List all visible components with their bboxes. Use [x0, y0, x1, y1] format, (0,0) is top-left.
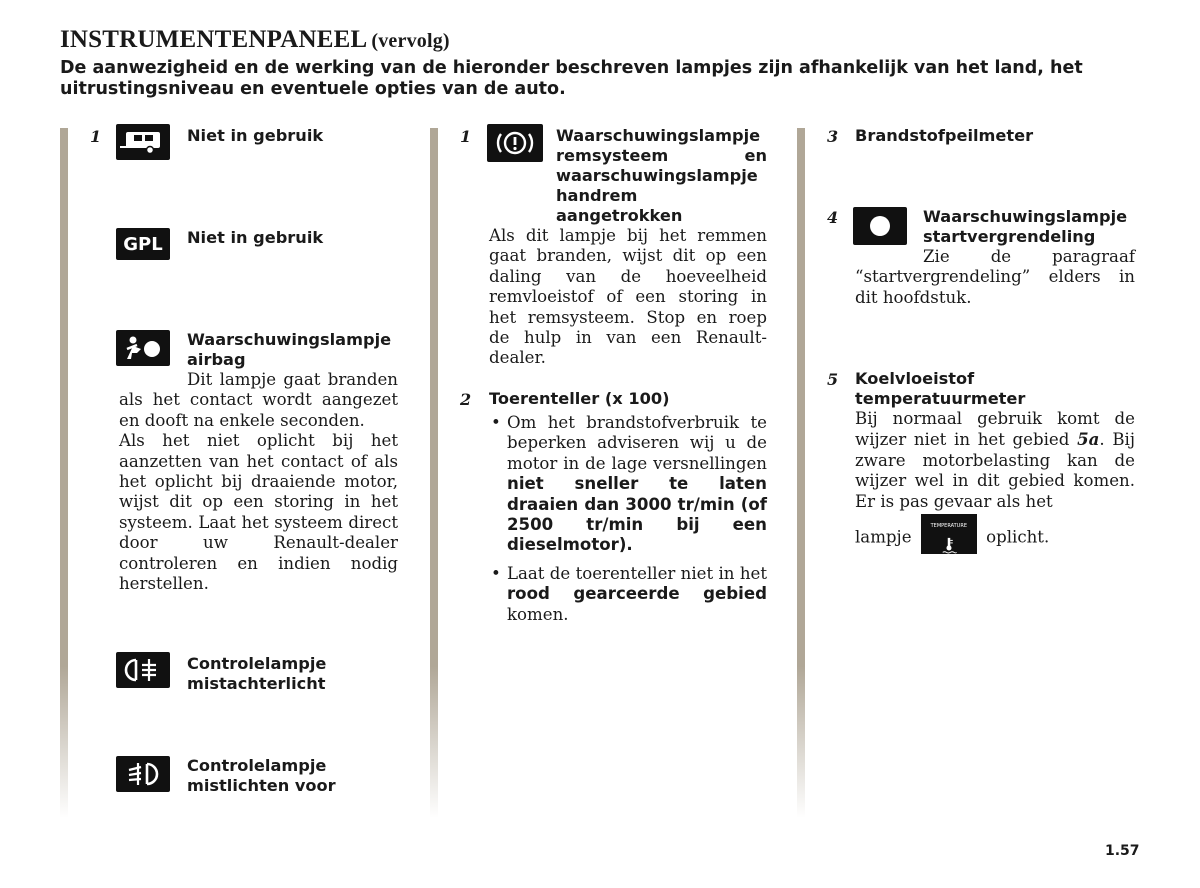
rear-fog-label: Controlelampje mistachterlicht: [187, 654, 327, 693]
rear-fog-light-icon: [116, 652, 170, 688]
immobiliser-heading: Waarschuwingslampje startvergrendeling: [923, 207, 1128, 246]
intro-paragraph: De aanwezigheid en de werking van de hieronder beschreven lampjes zijn afhankelijk van het land, het uitrustingsniveau en eventuele opties van de auto.: [60, 58, 1083, 99]
coolant-heading: Koelvloeistof temperatuurmeter: [855, 369, 1026, 408]
item-number: 1: [460, 127, 472, 146]
coolant-lamp-line: lampje TEMPERATURE oplicht.: [855, 518, 1135, 558]
page-title: INSTRUMENTENPANEEL (vervolg): [60, 26, 450, 53]
item-number: 5: [827, 370, 839, 389]
front-fog-label: Controlelampje mistlichten voor: [187, 756, 336, 795]
brake-heading: Waarschuwingslampje remsysteem en waarschuwingslampje handrem aangetrokken: [556, 126, 767, 225]
item-number: 4: [827, 208, 839, 227]
gpl-icon: GPL: [116, 228, 170, 260]
airbag-icon: [116, 330, 170, 366]
rev-counter-heading: Toerenteller (x 100): [489, 389, 670, 408]
front-fog-light-icon: [116, 756, 170, 792]
coolant-temperature-icon: TEMPERATURE: [921, 514, 977, 554]
airbag-heading: Waarschuwingslampje airbag: [187, 330, 392, 369]
gpl-label: Niet in gebruik: [187, 228, 324, 247]
column-bar-middle: [430, 128, 438, 818]
column-bar-right: [797, 128, 805, 818]
caravan-icon: [116, 124, 170, 160]
immobiliser-body: Zie de paragraaf “startvergrendeling” elders in dit hoofdstuk.: [855, 247, 1135, 307]
item-number: 1: [90, 127, 102, 146]
page-number: 1.57: [1105, 843, 1140, 859]
airbag-body: [119, 370, 398, 594]
brake-body: Als dit lampje bij het remmen gaat branden, wijst dit op een daling van de hoeveelheid remvloeistof of een storing in het remsysteem. Stop en roep de hulp in van een Renault-dealer.: [489, 226, 767, 368]
item-number: 2: [460, 390, 472, 409]
column-bar-left: [60, 128, 68, 818]
airbag-body-second: Als het niet oplicht bij het aanzetten van het contact of als het oplicht bij draaiende motor, wijst dit op een storing in het systeem. Laat het systeem direct door uw Renault-dealer controleren en indien nodig herstellen.: [119, 431, 398, 594]
coolant-body: Bij normaal gebruik komt de wijzer niet in het gebied 5a. Bij zware motorbelasting kan de wijzer wel in dit gebied komen. Er is pas gevaar als het: [855, 409, 1136, 511]
page-subtitle: (vervolg): [371, 30, 450, 52]
caravan-label: Niet in gebruik: [187, 126, 324, 145]
airbag-body-first: Dit lampje gaat branden als het contact wordt aangezet en dooft na enkele seconden.: [119, 370, 398, 430]
rev-bullet-2: • Laat de toerenteller niet in het rood gearceerde gebied komen.: [489, 564, 767, 625]
rev-bullet-1: • Om het brandstofverbruik te beperken adviseren wij u de motor in de lage versnellingen niet sneller te laten draaien dan 3000 tr/min (of 2500 tr/min bij een dieselmotor).: [489, 413, 767, 556]
fuel-gauge-heading: Brandstofpeilmeter: [855, 126, 1034, 145]
item-number: 3: [827, 127, 839, 146]
